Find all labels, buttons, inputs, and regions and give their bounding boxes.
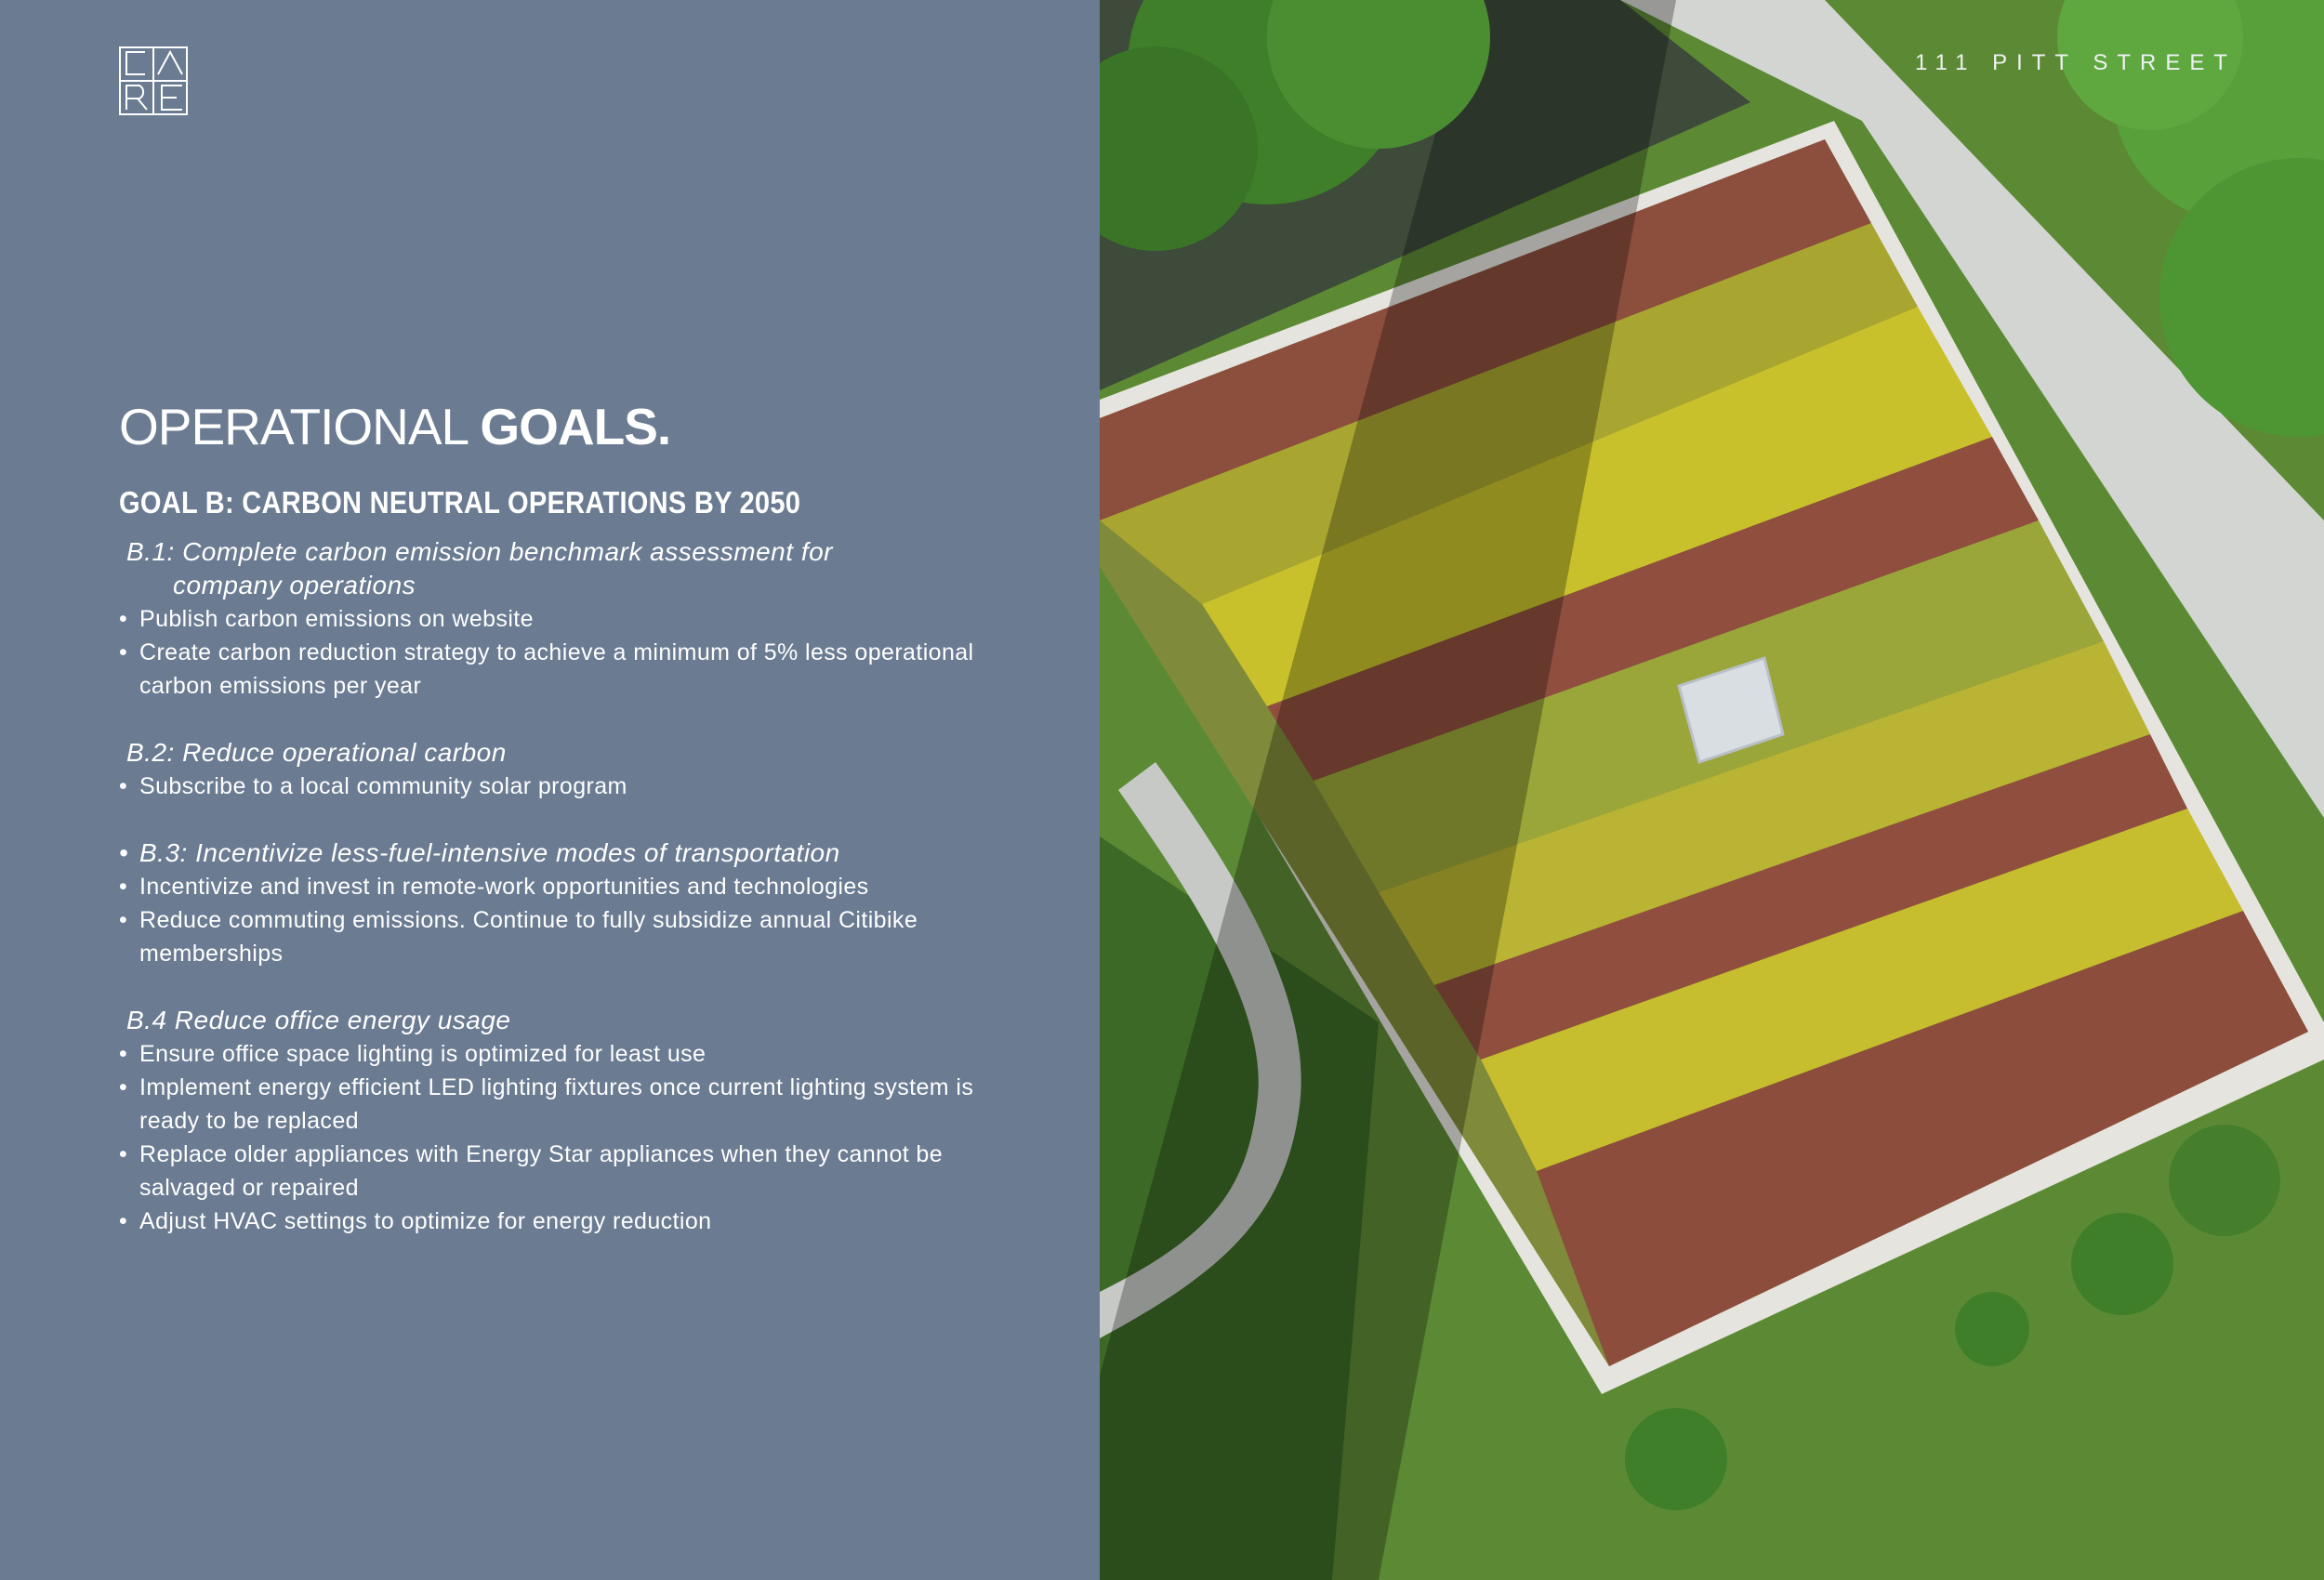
bullet-item: • Create carbon reduction strategy to achieve a minimum of 5% less operational carbon emissions per year <box>119 636 1011 703</box>
goal-content <box>119 535 1011 1271</box>
bullet-item: • Ensure office space lighting is optimized for least use <box>119 1037 1011 1071</box>
title-light: OPERATIONAL <box>119 398 468 455</box>
section-title-line2: company operations <box>173 571 416 599</box>
section-title-line1: B.1: Complete carbon emission benchmark assessment for <box>126 537 833 566</box>
section-title <box>119 535 1011 602</box>
company-logo-icon <box>119 46 188 115</box>
section-b4 <box>119 1004 1011 1238</box>
bullet-item: • Implement energy efficient LED lighting fixtures once current lighting system is ready to be replaced <box>119 1071 1011 1138</box>
bullet-list <box>119 602 1011 703</box>
bullet-item: • Adjust HVAC settings to optimize for energy reduction <box>119 1205 1011 1238</box>
shrub <box>1625 1408 1727 1510</box>
bullet-item: • Replace older appliances with Energy Star appliances when they cannot be salvaged or repaired <box>119 1138 1011 1205</box>
left-panel <box>0 0 1100 1580</box>
bullet-item: • Publish carbon emissions on website <box>119 602 1011 636</box>
section-b3 <box>119 836 1011 970</box>
section-title: B.4 Reduce office energy usage <box>126 1006 511 1034</box>
bullet-item: • Incentivize and invest in remote-work opportunities and technologies <box>119 870 1011 903</box>
goal-heading: GOAL B: CARBON NEUTRAL OPERATIONS BY 2050 <box>119 485 801 520</box>
shrub <box>1955 1292 2029 1366</box>
green-roof-illustration <box>1100 0 2324 1580</box>
bullet-list <box>119 1037 1011 1238</box>
bullet-item: • Subscribe to a local community solar program <box>119 770 1011 803</box>
section-title: B.2: Reduce operational carbon <box>126 738 507 767</box>
bullet-list <box>119 836 1011 970</box>
aerial-green-roof-photo <box>1100 0 2324 1580</box>
section-b2 <box>119 736 1011 803</box>
bullet-list <box>119 770 1011 803</box>
page-title <box>119 394 670 459</box>
shrub <box>2071 1213 2173 1315</box>
section-b1 <box>119 535 1011 703</box>
shrub <box>2169 1125 2280 1236</box>
bullet-item: • Reduce commuting emissions. Continue to fully subsidize annual Citibike memberships <box>119 903 1011 970</box>
address-label: 111 PITT STREET <box>1914 50 2237 75</box>
title-bold: GOALS. <box>480 398 671 455</box>
section-title: • B.3: Incentivize less-fuel-intensive modes of transportation <box>119 836 1011 870</box>
